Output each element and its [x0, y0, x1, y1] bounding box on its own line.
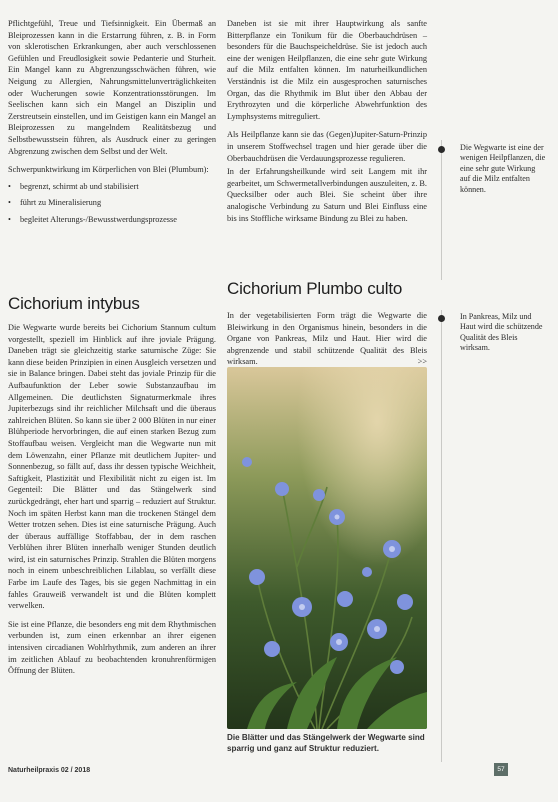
bullet-item: • begleitet Alterungs-/Bewusstwerdungsprozesse: [8, 214, 216, 226]
bullet-item: • begrenzt, schirmt ab und stabilisiert: [8, 181, 216, 193]
middle-column: [227, 18, 427, 231]
bullet-dot-icon: [438, 315, 445, 322]
left-column: [8, 18, 216, 231]
paragraph: Sie ist eine Pflanze, die besonders eng mit dem Rhythmischen verbunden ist, zum einen erkennbar an ihrer eigenen intensiven circadianen Wohlrhythmik, zum anderen an ihrer im zeitlichen Ablauf zu beobachtenden kronuhrenförmigen Öffnung der Blüten.: [8, 619, 216, 676]
paragraph: Schwerpunktwirkung im Körperlichen von Blei (Plumbum):: [8, 165, 209, 175]
sidebar-note: In Pankreas, Milz und Haut wird die schützende Qualität des Bleis wirksam.: [460, 312, 543, 353]
journal-footer: Naturheilpraxis 02 / 2018: [8, 767, 91, 774]
sidebar-divider: [441, 140, 442, 280]
chicory-photo: [227, 367, 427, 729]
sidebar-divider: [441, 310, 442, 762]
bullet-item: • führt zu Mineralisierung: [8, 197, 216, 209]
paragraph: Daneben ist sie mit ihrer Hauptwirkung als sanfte Bitterpflanze ein Tonikum für die Oberbauchdrüsen – besonders für die Bauchspeicheldrüse. Sie ist jedoch auch eine der wenigen Heilpflanzen, die eine sehr gute Wirkung auf die Milz entfalten können. Im naturheilkundlichen Verständnis ist die Milz ein ausgesprochen saturnisches Organ, das die Rhythmik im Blut über den Abbau der Erythrozyten und die körperliche Abwehrfunktion des Lymphsystems mitreguliert.: [227, 19, 427, 121]
sidebar-note: Die Wegwarte ist eine der wenigen Heilpflanzen, die eine sehr gute Wirkung auf die Milz entfalten können.: [460, 143, 546, 194]
continue-arrow: >>: [417, 357, 427, 367]
paragraph-text: In der vegetabilisierten Form trägt die Wegwarte die Bleiwirkung in den Organismus hinein, besonders in die Organe von Pankreas, Milz und Haut. Hier wird die abgrenzende und stabil schützende Qualität des Bleis wirksam.: [227, 311, 427, 367]
paragraph: Als Heilpflanze kann sie das (Gegen)Jupiter-Saturn-Prinzip in unserem Stoffwechsel tragen und hier gerade über die Oberbauchdrüsen die Verdauungsprozesse regulieren.: [227, 130, 427, 163]
paragraph: Die Wegwarte wurde bereits bei Cichorium Stannum cultum vorgestellt, speziell im Hinblick auf ihre joviale Prägung. Daneben trägt sie gleichzeitig starke saturnische Züge: Sie kann diese beiden Prinzipien in einen Ausgleich versetzen und sie in Balance bringen. Dabei steht das joviale Prinzip für die Aufbaufunktion der Leber sowie Substanzaufbau im Allgemeinen. Die deutlichsten Signaturmerkmale ihres Jupiterbezugs sind ihr reichlicher Milchsaft und die überaus zahlreichen Blüten. So kann sie über 2 000 Blüten in nur einer Blühperiode hervorbringen, die auf einen starken Bezug zum Stoffaufbau weisen. Vergleicht man die Wegwarte nun mit dem Löwenzahn, einer Pflanze mit deutlichem Jupiter- und Sonnenbezug, so fällt auf, dass ihr dessen typische Weichheit, Saftigkeit, Plastizität und Flexibilität nicht zu eigen ist. Im Gegenteil: Die Blätter und das Stängelwerk sind zurückgedrängt, eher hart und sparrig – reduziert auf Struktur. Noch im späten Herbst kann man die trockenen Stängel dem Wetter trotzen sehen. Dies ist eine saturnische Prägung. Auch der überaus auffällige Stoffabbau, der in dem raschen Verblühen ihrer Blüten innerhalb weniger Stunden deutlich wird, ist ein saturnisches Prinzip. Strahlen die Blüten morgens noch in einem unbeschreiblichen Lilablau, so verfällt diese Farbe im Laufe des Tages, bis sie gegen Nachmittag in ein fahles Grauweiß verwandelt ist und die Blüten komplett verwelken.: [8, 323, 216, 611]
bullet-dot-icon: [438, 146, 445, 153]
page-number: 57: [494, 763, 508, 776]
paragraph: In der Erfahrungsheilkunde wird seit Langem mit ihr gearbeitet, um Schwermetallverbindungen auszuleiten, z. B. Quecksilber oder auch Blei. Sie scheint über ihre analogische Verbindung zu Saturn und Blei Einfluss eine bis ins Stoffliche wirksame Bindung zu Blei zu haben.: [227, 167, 427, 223]
middle-column-lower: [227, 310, 427, 375]
section-heading: Cichorium Plumbo culto: [227, 279, 403, 298]
paragraph: Pflichtgefühl, Treue und Tiefsinnigkeit. Ein Übermaß an Bleiprozessen kann in die Erstarrung führen, z. B. in Form von sklerotischen Erkrankungen, aber auch verschlossenen Gefühlen und Freudlosigkeit sowie Pedanterie und Sturheit. Ein Mangel kann zu Abgrenzungsschwächen führen, wie Neigung zu Allergien, Nahrungsmittelunverträglichkeiten oder Wucherungen sowie Konzentrationsstörungen. Im Seelischen kann sich ein Mangel an Disziplin und Zerstreutsein einstellen, und im Geistigen kann ein Mangel an Bleiprozessen zu mangelndem Realitätsbezug und Selbstbewusstsein führen, als Ausdruck einer zu geringen Abgrenzung zwischen dem Selbst und der Welt.: [8, 19, 216, 156]
paragraph: [227, 310, 427, 368]
photo-caption: Die Blätter und das Stängelwerk der Wegwarte sind sparrig und ganz auf Struktur reduziert.: [227, 733, 425, 753]
left-column-lower: [8, 322, 216, 684]
section-heading: Cichorium intybus: [8, 294, 140, 313]
